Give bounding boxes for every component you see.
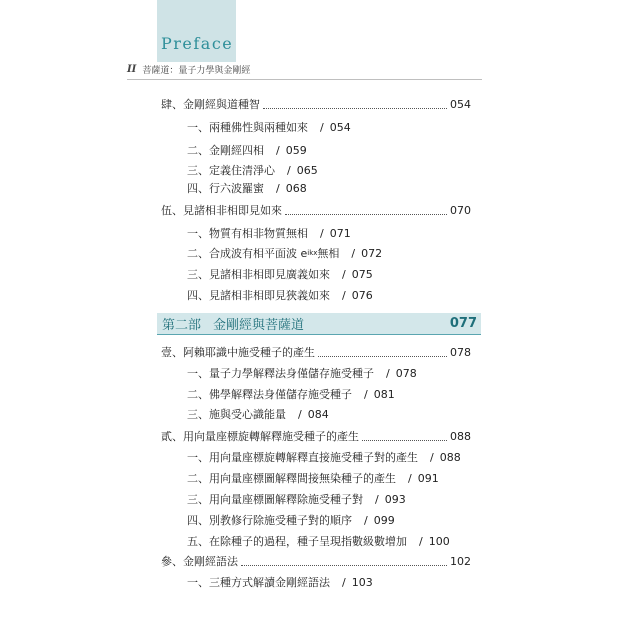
toc-entry-label: 二、佛學解釋法身僅儲存施受種子 (187, 388, 352, 401)
toc-section-entry[interactable] (187, 365, 417, 381)
toc-entry-page: 103 (351, 575, 373, 589)
toc-section-entry[interactable] (187, 574, 373, 590)
dot-leader (285, 212, 447, 215)
toc-entry-page: 071 (329, 226, 351, 240)
toc-entry-page: 070 (450, 203, 471, 217)
slash-separator: / (351, 246, 356, 260)
toc-entry-page: 076 (351, 288, 373, 302)
part-number: 第二部 (162, 318, 202, 333)
slash-separator: / (430, 450, 434, 464)
slash-separator: / (364, 513, 368, 527)
toc-section-entry[interactable] (187, 512, 395, 528)
toc-entry-label: 一、三種方式解讀金剛經語法 (187, 576, 330, 589)
slash-separator: / (364, 387, 368, 401)
book-title: 菩薩道：量子力學與金剛經 (142, 66, 251, 76)
slash-separator: / (375, 492, 379, 506)
toc-entry-label: 伍、見諸相非相即見如來 (161, 204, 282, 217)
toc-entry-page: 093 (384, 492, 406, 506)
toc-entry-page: 075 (351, 267, 373, 281)
toc-chapter-entry[interactable] (161, 553, 471, 569)
slash-separator: / (276, 143, 280, 157)
slash-separator: / (342, 288, 346, 302)
toc-chapter-entry[interactable] (161, 96, 471, 112)
toc-entry-page: 078 (395, 366, 417, 380)
toc-entry-label: 三、定義住清淨心 (187, 164, 275, 177)
toc-entry-page: 102 (450, 554, 471, 568)
toc-entry-page: 054 (329, 120, 351, 134)
toc-section-entry[interactable] (187, 533, 450, 549)
part-page: 077 (449, 316, 477, 331)
slash-separator: / (386, 366, 390, 380)
toc-entry-page: 068 (285, 181, 307, 195)
toc-section-entry[interactable] (187, 119, 351, 135)
toc-section-entry[interactable] (187, 491, 406, 507)
toc-entry-label-suffix: 無相 (317, 247, 340, 260)
slash-separator: / (408, 471, 412, 485)
toc-entry-label: 一、用向量座標旋轉解釋直接施受種子對的產生 (187, 451, 418, 464)
toc-entry-page: 099 (373, 513, 395, 527)
toc-section-entry[interactable] (187, 245, 382, 261)
dot-leader (241, 563, 447, 566)
toc-entry-label: 參、金剛經語法 (161, 555, 238, 568)
dot-leader (318, 354, 447, 357)
dot-leader (263, 106, 447, 109)
toc-chapter-entry[interactable] (161, 202, 471, 218)
toc-entry-label: 二、合成波有相平面波 e (187, 247, 308, 260)
slash-separator: / (320, 226, 324, 240)
toc-entry-label: 四、行六波羅蜜 (187, 182, 264, 195)
toc-entry-page: 088 (439, 450, 461, 464)
toc-entry-label: 貳、用向量座標旋轉解釋施受種子的產生 (161, 430, 359, 443)
toc-section-entry[interactable] (187, 142, 307, 158)
toc-entry-page: 072 (361, 246, 383, 260)
slash-separator: / (320, 120, 324, 134)
toc-entry-label: 二、用向量座標圖解釋間接無染種子的產生 (187, 472, 396, 485)
toc-chapter-entry[interactable] (161, 428, 471, 444)
toc-entry-page: 054 (450, 97, 471, 111)
toc-entry-label: 二、金剛經四相 (187, 144, 264, 157)
slash-separator: / (298, 407, 302, 421)
toc-section-entry[interactable] (187, 225, 351, 241)
toc-entry-page: 081 (373, 387, 395, 401)
slash-separator: / (342, 267, 346, 281)
toc-section-entry[interactable] (187, 180, 307, 196)
slash-separator: / (342, 575, 346, 589)
toc-entry-superscript: ikx (307, 249, 318, 257)
toc-entry-label: 一、兩種佛性與兩種如來 (187, 121, 308, 134)
toc-section-entry[interactable] (187, 162, 318, 178)
section-title: Preface (161, 34, 234, 53)
toc-entry-label: 一、量子力學解釋法身僅儲存施受種子 (187, 367, 374, 380)
toc-entry-page: 065 (296, 163, 318, 177)
toc-entry-page: 084 (307, 407, 329, 421)
toc-chapter-entry[interactable] (161, 344, 471, 360)
toc-entry-label: 五、在除種子的過程，種子呈現指數級數增加 (187, 535, 407, 548)
dot-leader (362, 438, 447, 441)
toc-entry-label: 四、別教修行除施受種子對的順序 (187, 514, 352, 527)
toc-entry-label: 三、用向量座標圖解釋除施受種子對 (187, 493, 363, 506)
slash-separator: / (419, 534, 423, 548)
toc-section-entry[interactable] (187, 266, 373, 282)
toc-section-entry[interactable] (187, 386, 395, 402)
toc-entry-label: 三、施與受心識能量 (187, 408, 286, 421)
toc-entry-page: 059 (285, 143, 307, 157)
toc-section-entry[interactable] (187, 470, 439, 486)
toc-entry-page: 091 (417, 471, 439, 485)
toc-entry-page: 078 (450, 345, 471, 359)
toc-entry-label: 三、見諸相非相即見廣義如來 (187, 268, 330, 281)
toc-entry-label: 一、物質有相非物質無相 (187, 227, 308, 240)
toc-section-entry[interactable] (187, 287, 373, 303)
slash-separator: / (287, 163, 291, 177)
page-number: II (127, 64, 137, 75)
part-title: 金剛經與菩薩道 (213, 318, 305, 333)
toc-entry-page: 088 (450, 429, 471, 443)
toc-entry-label: 壹、阿賴耶識中施受種子的產生 (161, 346, 315, 359)
toc-entry-page: 100 (428, 534, 450, 548)
slash-separator: / (276, 181, 280, 195)
toc-section-entry[interactable] (187, 406, 329, 422)
toc-entry-label: 四、見諸相非相即見狹義如來 (187, 289, 330, 302)
toc-section-entry[interactable] (187, 449, 461, 465)
toc-entry-label: 肆、金剛經與道種智 (161, 98, 260, 111)
